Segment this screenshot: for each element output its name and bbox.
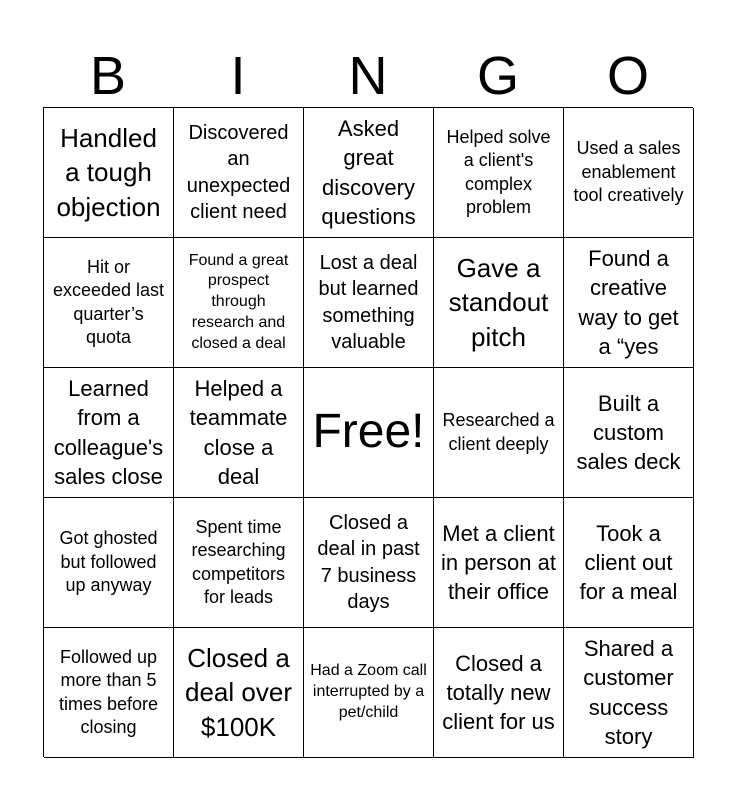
cell-text: Shared a customer success story: [583, 636, 674, 749]
header-letter-n: N: [348, 46, 388, 106]
cell-text: Handled a tough objection: [56, 123, 161, 222]
bingo-cell[interactable]: [564, 368, 694, 498]
cell-text: Helped a teammate close a deal: [189, 376, 288, 489]
bingo-cell[interactable]: [174, 108, 304, 238]
bingo-header: [43, 44, 693, 108]
bingo-cell[interactable]: [434, 238, 564, 368]
bingo-cell[interactable]: [44, 498, 174, 628]
bingo-cell[interactable]: [174, 628, 304, 758]
bingo-cell[interactable]: [434, 628, 564, 758]
bingo-cell[interactable]: [304, 628, 434, 758]
header-letter-g: G: [476, 46, 519, 106]
cell-text: Met a client in person at their office: [441, 520, 556, 605]
header-letter-b: B: [89, 46, 127, 106]
cell-text: Lost a deal but learned something valuable: [318, 251, 419, 353]
free-space-cell[interactable]: [304, 368, 434, 498]
bingo-cell[interactable]: [304, 498, 434, 628]
bingo-cell[interactable]: [174, 238, 304, 368]
cell-text: Hit or exceeded last quarter’s quota: [52, 256, 165, 347]
cell-text: Asked great discovery questions: [321, 116, 416, 229]
bingo-cell[interactable]: [44, 368, 174, 498]
cell-text: Had a Zoom call interrupted by a pet/child: [310, 662, 427, 721]
bingo-cell[interactable]: [564, 108, 694, 238]
bingo-cell[interactable]: [564, 628, 694, 758]
free-space-text: Free!: [312, 405, 425, 459]
bingo-cell[interactable]: [564, 238, 694, 368]
bingo-cell[interactable]: [174, 368, 304, 498]
bingo-cell[interactable]: [434, 498, 564, 628]
cell-text: Learned from a colleague's sales close: [53, 376, 164, 489]
bingo-grid: [43, 107, 693, 757]
cell-text: Found a creative way to get a “yes: [578, 246, 679, 359]
cell-text: Built a custom sales deck: [576, 390, 681, 475]
cell-text: Gave a standout pitch: [448, 253, 549, 352]
cell-text: Closed a deal in past 7 business days: [317, 511, 420, 613]
bingo-cell[interactable]: [44, 238, 174, 368]
header-letter-i: I: [230, 46, 246, 106]
bingo-cell[interactable]: [564, 498, 694, 628]
cell-text: Researched a client deeply: [442, 410, 555, 454]
cell-text: Discovered an unexpected client need: [186, 121, 291, 223]
cell-text: Found a great prospect through research and closed a deal: [188, 251, 289, 352]
bingo-cell[interactable]: [434, 368, 564, 498]
bingo-cell[interactable]: [44, 108, 174, 238]
cell-text: Closed a deal over $100K: [185, 643, 292, 742]
header-letter-o: O: [606, 46, 649, 106]
cell-text: Got ghosted but followed up anyway: [59, 528, 158, 596]
bingo-cell[interactable]: [434, 108, 564, 238]
cell-text: Followed up more than 5 times before closing: [58, 646, 159, 737]
bingo-cell[interactable]: [44, 628, 174, 758]
cell-text: Took a client out for a meal: [579, 520, 678, 605]
cell-text: Helped solve a client's complex problem: [446, 126, 551, 217]
cell-text: Spent time researching competitors for leads: [191, 516, 286, 607]
bingo-cell[interactable]: [174, 498, 304, 628]
cell-text: Used a sales enablement tool creatively: [573, 138, 684, 206]
cell-text: Closed a totally new client for us: [442, 650, 555, 735]
bingo-cell[interactable]: [304, 108, 434, 238]
bingo-cell[interactable]: [304, 238, 434, 368]
